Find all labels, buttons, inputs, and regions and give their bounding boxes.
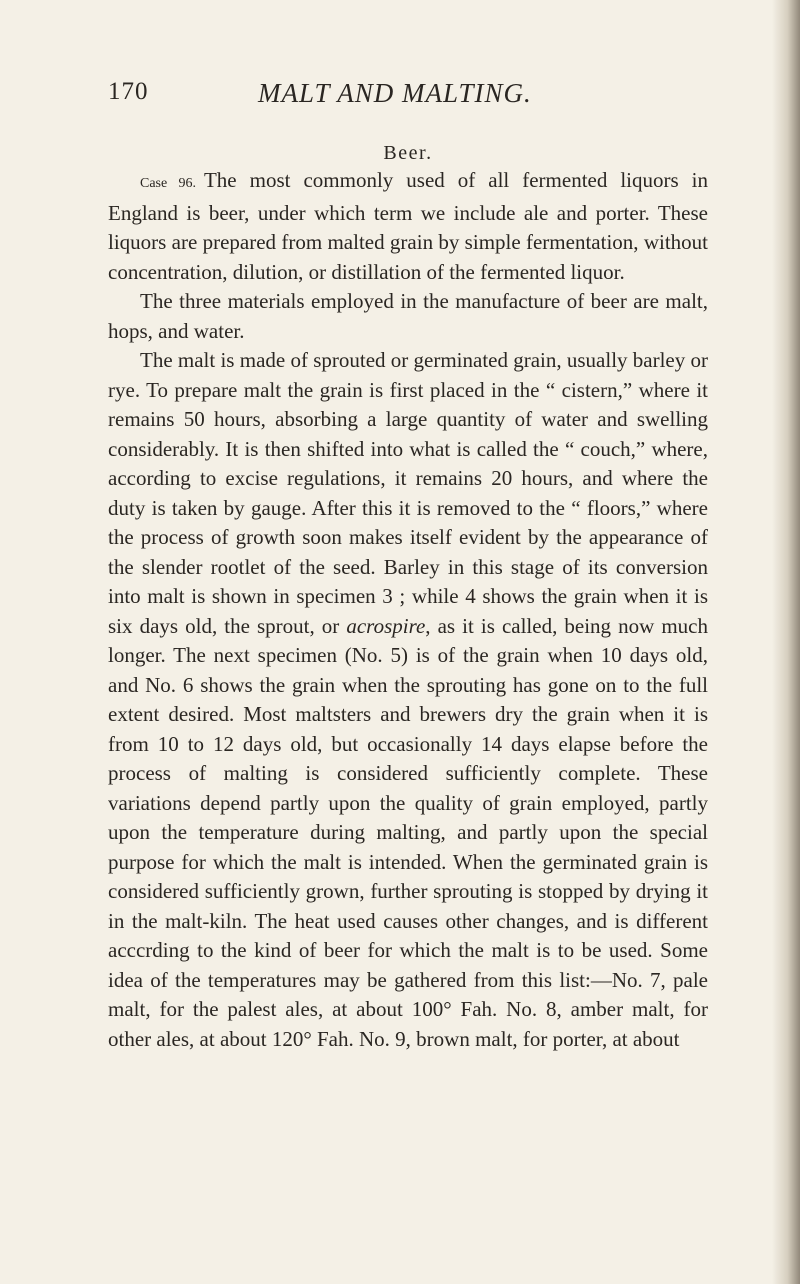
page-edge-shadow [772,0,800,1284]
paragraph-3 [108,346,708,1054]
case-label: Case 96. [140,176,196,191]
section-heading: Beer. [383,142,433,164]
body-text [108,166,708,1054]
running-title: MALT AND MALTING. [258,78,532,108]
paragraph-3-text-a: The malt is made of sprouted or germinated grain, usually barley or rye. To prepare malt the grain is first placed in the “ cistern,” where it remains 50 hours, absorbing a large quantity of water and swelling considerably. It is then shifted into what is called the “ couch,” where, according to excise regulations, it remains 20 hours, and where the duty is taken by gauge. After this it is removed to the “ floors,” where the process of growth soon makes itself evident by the appearance of the slender rootlet of the seed. Barley in this stage of its conversion into malt is shown in specimen 3 ; while 4 shows the grain when it is six days old, the sprout, or [108,348,708,638]
paragraph-1-text: The most commonly used of all fermented liquors in England is beer, under which term we include ale and porter. These liquors are prepared from malted grain by simple fermentation, without concentration, dilution, or distillation of the fermented liquor. [108,168,709,284]
paragraph-3-text-b: , as it is called, being now much longer. The next specimen (No. 5) is of the grain when 10 days old, and No. 6 shows the grain when the sprouting has gone on to the full extent desired. Most maltsters and brewers dry the grain when it is from 10 to 12 days old, but occasionally 14 days elapse before the process of malting is considered sufficiently complete. These variations depend partly upon the quality of grain employed, partly upon the temperature during malting, and partly upon the special purpose for which the malt is intended. When the germinated grain is considered sufficiently grown, further sprouting is stopped by drying it in the malt-kiln. The heat used causes other changes, and is different acccrding to the kind of beer for which the malt is to be used. Some idea of the temperatures may be gathered from this list:—No. 7, pale malt, for the palest ales, at about 100° Fah. No. 8, amber malt, for other ales, at about 120° Fah. No. 9, brown malt, for porter, at about [108,613,709,1051]
page-number: 170 [108,78,149,105]
paragraph-2: The three materials employed in the manufacture of beer are malt, hops, and water. [108,289,708,343]
running-head [108,78,708,112]
italic-term: acrospire [346,613,426,638]
paragraph-1 [108,166,708,287]
